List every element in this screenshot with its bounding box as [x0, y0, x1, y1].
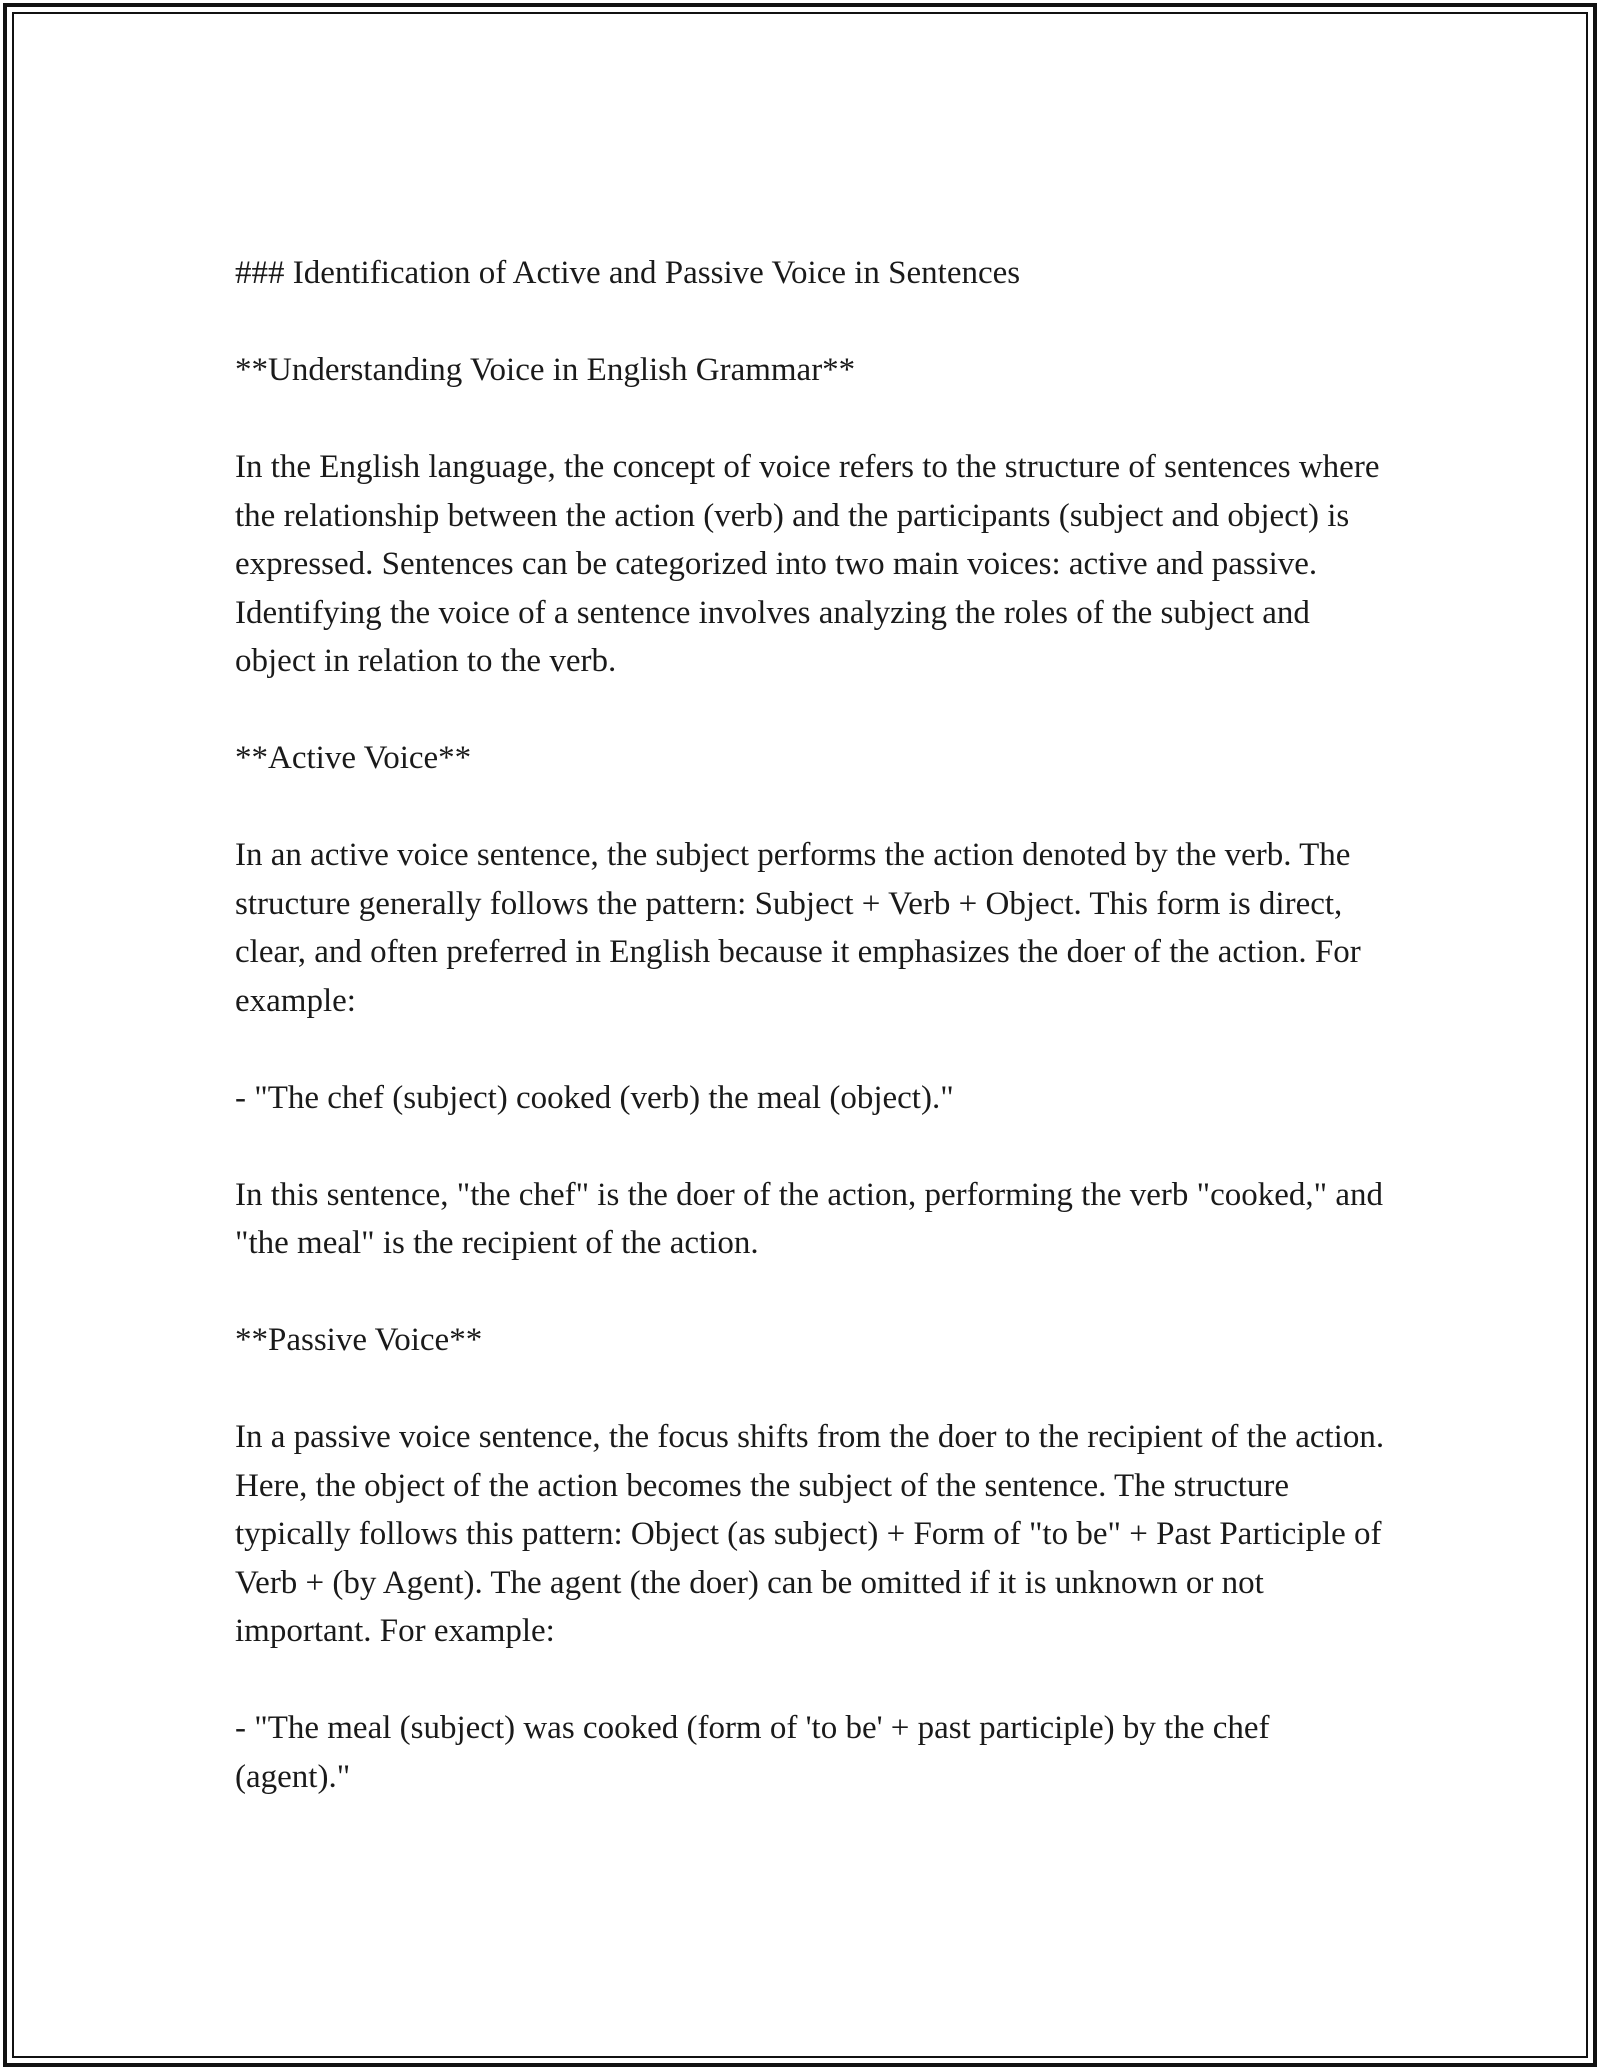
heading-understanding-voice: **Understanding Voice in English Grammar**	[235, 352, 856, 388]
paragraph-passive-voice: In a passive voice sentence, the focus shifts from the doer to the recipient of the action. Here, the object of the action becomes the subject of the sentence. The structure typically follows this pattern: Object (as subject) + Form of "to be" + Past Participle of Verb + (by Agent). The agent (the doer) can be omitted if it is unknown or not important. For example:	[235, 1419, 1385, 1649]
example-passive-voice: - "The meal (subject) was cooked (form of 'to be' + past participle) by the chef (agent)."	[235, 1710, 1270, 1795]
example-active-voice: - "The chef (subject) cooked (verb) the meal (object)."	[235, 1079, 954, 1116]
paragraph-active-voice: In an active voice sentence, the subject performs the action denoted by the verb. The structure generally follows the pattern: Subject + Verb + Object. This form is direct, clear, and often preferred in English because it emphasizes the doer of the action. For example:	[235, 837, 1361, 1019]
paragraph-understanding-voice: In the English language, the concept of voice refers to the structure of sentences where the relationship between the action (verb) and the participants (subject and object) is expressed. Sentences can be categorized into two main voices: active and passive. Identifying the voice of a sentence involves analyzing the roles of the subject and object in relation to the verb.	[235, 449, 1380, 679]
heading-active-voice: **Active Voice**	[235, 740, 472, 776]
document-body	[235, 249, 1385, 1801]
document-title: ### Identification of Active and Passive Voice in Sentences	[235, 255, 1021, 291]
explanation-active-voice: In this sentence, "the chef" is the doer of the action, performing the verb "cooked," and "the meal" is the recipient of the action.	[235, 1176, 1383, 1261]
heading-passive-voice: **Passive Voice**	[235, 1322, 483, 1358]
